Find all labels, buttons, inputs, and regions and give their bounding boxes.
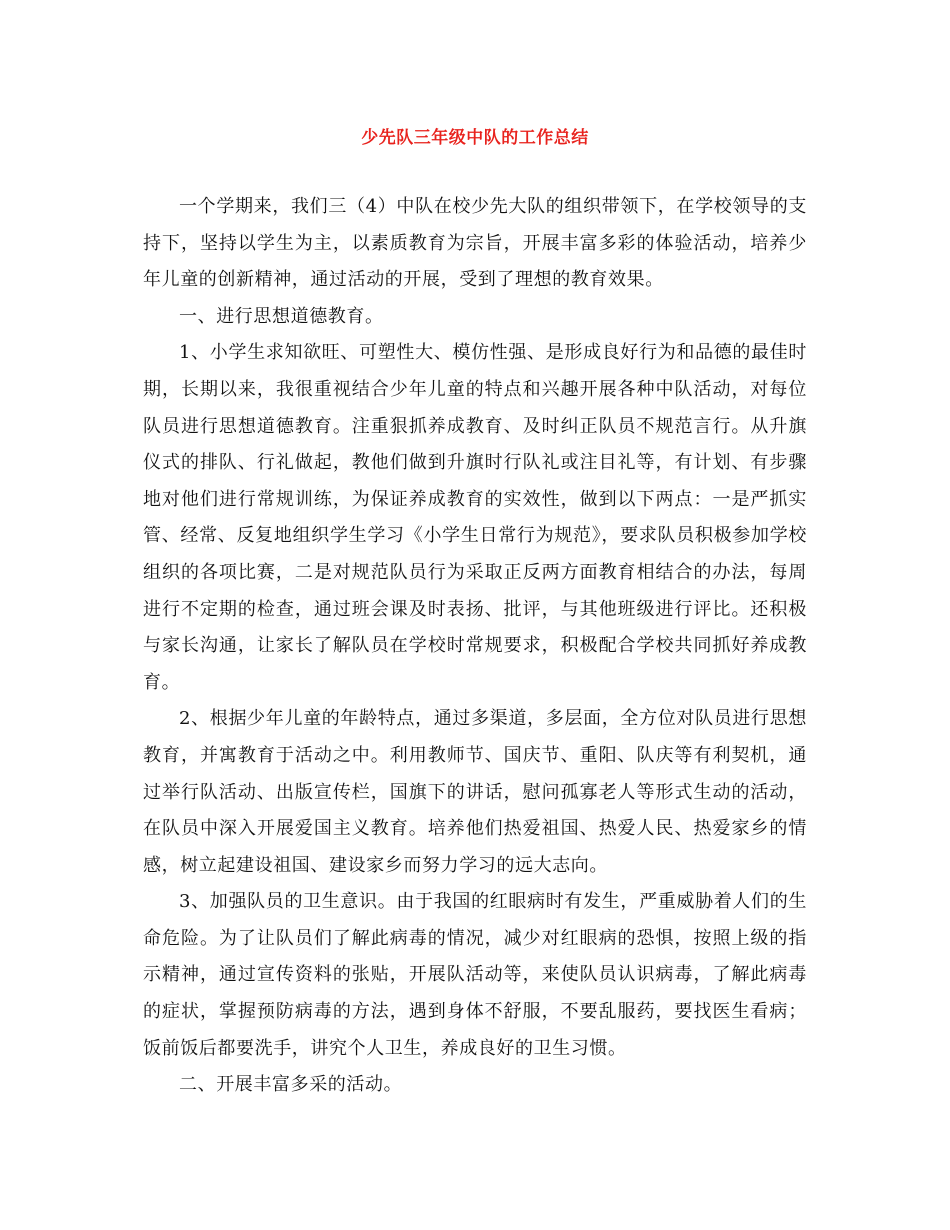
paragraph-point-2: 2、根据少年儿童的年龄特点，通过多渠道，多层面，全方位对队员进行思想教育，并寓教育于活动之中。利用教师节、国庆节、重阳、队庆等有利契机，通过举行队活动、出版宣传栏，国旗下的讲话，慰问孤寡老人等形式生动的活动，在队员中深入开展爱国主义教育。培养他们热爱祖国、热爱人民、热爱家乡的情感，树立起建设祖国、建设家乡而努力学习的远大志向。 bbox=[143, 708, 807, 876]
document-title: 少先队三年级中队的工作总结 bbox=[361, 128, 589, 148]
section-heading-moral-education: 一、进行思想道德教育。 bbox=[179, 305, 384, 327]
paragraph-point-1: 1、小学生求知欲旺、可塑性大、模仿性强、是形成良好行为和品德的最佳时期，长期以来，我很重视结合少年儿童的特点和兴趣开展各种中队活动，对每位队员进行思想道德教育。注重狠抓养成教育、及时纠正队员不规范言行。从升旗仪式的排队、行礼做起，教他们做到升旗时行队礼或注目礼等，有计划、有步骤地对他们进行常规训练，为保证养成教育的实效性，做到以下两点：一是严抓实管、经常、反复地组织学生学习《小学生日常行为规范》，要求队员积极参加学校组织的各项比赛，二是对规范队员行为采取正反两方面教育相结合的办法，每周进行不定期的检查，通过班会课及时表扬、批评，与其他班级进行评比。还积极与家长沟通，让家长了解队员在学校时常规要求，积极配合学校共同抓好养成教育。 bbox=[143, 342, 807, 693]
intro-paragraph: 一个学期来，我们三（4）中队在校少先大队的组织带领下，在学校领导的支持下，坚持以学生为主，以素质教育为宗旨，开展丰富多彩的体验活动，培养少年儿童的创新精神，通过活动的开展，受到了理想的教育效果。 bbox=[143, 196, 807, 291]
paragraph-point-3: 3、加强队员的卫生意识。由于我国的红眼病时有发生，严重威胁着人们的生命危险。为了让队员们了解此病毒的情况，减少对红眼病的恐惧，按照上级的指示精神，通过宣传资料的张贴，开展队活动等，来使队员认识病毒，了解此病毒的症状，掌握预防病毒的方法，遇到身体不舒服，不要乱服药，要找医生看病；饭前饭后都要洗手，讲究个人卫生，养成良好的卫生习惯。 bbox=[143, 891, 807, 1059]
document-body bbox=[143, 189, 807, 1104]
section-heading-activities: 二、开展丰富多采的活动。 bbox=[179, 1074, 403, 1096]
